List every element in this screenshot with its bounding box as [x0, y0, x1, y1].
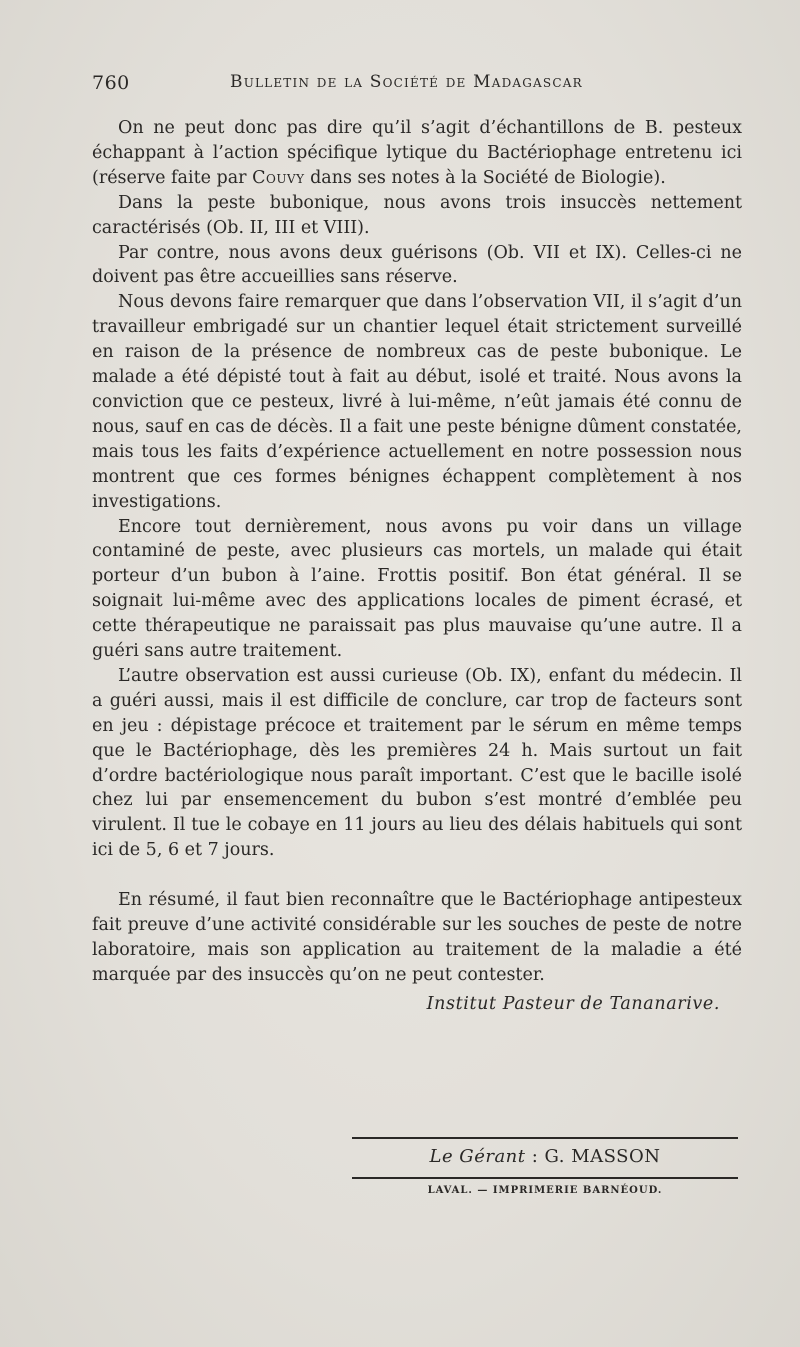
paragraph-2: Dans la peste bubonique, nous avons trois insuccès nettement caractérisés (Ob. II, III et VIII).	[92, 192, 742, 238]
paragraph-1	[92, 116, 742, 191]
paragraph-1-text-start: On ne peut donc pas dire qu’il s’agit d’échantillons de B. pesteux échappant à l’action spécifique lytique du Bactériophage entretenu ici (réserve faite par	[92, 118, 742, 188]
printer-imprint: LAVAL. — IMPRIMERIE BARNÉOUD.	[427, 1185, 663, 1196]
manager-line	[352, 1146, 738, 1167]
institution-signature: Institut Pasteur de Tananarive.	[426, 993, 720, 1014]
running-head-title: Bulletin de la Société de Madagascar	[230, 72, 583, 92]
footer-rule-top	[352, 1137, 738, 1139]
paragraph-4: Nous devons faire remarquer que dans l’observation VII, il s’agit d’un travailleur embrigadé sur un chantier lequel était strictement surveillé en raison de la présence de nombreux cas de peste bubonique. Le malade a été dépisté tout à fait au début, isolé et traité. Nous avons la conviction que ce pesteux, livré à lui-même, n’eût jamais été connu de nous, sauf en cas de décès. Il a fait une peste bénigne dûment constatée, mais tous les faits d’expérience actuellement en notre possession nous montrent que ces formes bénignes échappent complètement à nos investigations.	[92, 292, 742, 512]
running-header	[92, 72, 737, 96]
article-body	[92, 116, 742, 1017]
paragraph-3: Par contre, nous avons deux guérisons (Ob. VII et IX). Celles-ci ne doivent pas être accueillies sans réserve.	[92, 242, 742, 288]
manager-separator: :	[525, 1146, 545, 1167]
footer-rule-bottom	[352, 1177, 738, 1179]
page-number: 760	[92, 72, 130, 94]
paragraph-5: Encore tout dernièrement, nous avons pu voir dans un village contaminé de peste, avec plusieurs cas mortels, un malade qui était porteur d’un bubon à l’aine. Frottis positif. Bon état général. Il se soignait lui-même avec des applications locales de piment écrasé, et cette thérapeutique ne paraissait pas plus mauvaise qu’une autre. Il a guéri sans autre traitement.	[92, 516, 742, 662]
conclusion-paragraph: En résumé, il faut bien reconnaître que le Bactériophage antipesteux fait preuve d’une activité considérable sur les souches de peste de notre laboratoire, mais son application au traitement de la maladie a été marquée par des insuccès qu’on ne peut contester.	[92, 890, 742, 985]
author-name-couvy: Couvy	[252, 167, 305, 188]
paragraph-6: L’autre observation est aussi curieuse (Ob. IX), enfant du médecin. Il a guéri aussi, mais il est difficile de conclure, car trop de facteurs sont en jeu : dépistage précoce et traitement par le sérum en même temps que le Bactériophage, dès les premières 24 h. Mais surtout un fait d’ordre bactériologique nous paraît important. C’est que le bacille isolé chez lui par ensemencement du bubon s’est montré d’emblée peu virulent. Il tue le cobaye en 11 jours au lieu des délais habituels qui sont ici de 5, 6 et 7 jours.	[92, 665, 742, 861]
manager-name: G. MASSON	[544, 1146, 661, 1167]
manager-role: Le Gérant	[429, 1146, 526, 1167]
paragraph-1-text-end: dans ses notes à la Société de Biologie).	[304, 167, 666, 188]
